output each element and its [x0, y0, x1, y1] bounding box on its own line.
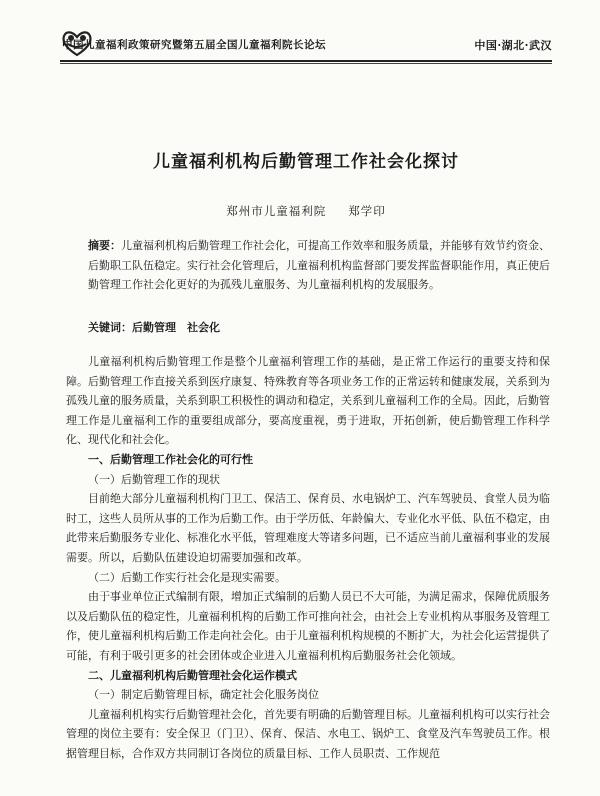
subsection-heading-1-1: （一）后勤管理工作的现状 [88, 472, 220, 486]
section-heading-1: 一、后勤管理工作社会化的可行性 [88, 452, 253, 466]
keywords-text: 后勤管理 社会化 [132, 321, 220, 334]
paragraph-1-2: 由于事业单位正式编制有限，增加正式编制的后勤人员已不大可能，为满足需求，保障优质服务以及后勤队伍的稳定性，儿童福利机构的后勤工作可推向社会，由社会上专业机构从事服务及管理工作，使儿童福利机构后勤工作走向社会化。由于儿童福利机构规模的不断扩大，为社会化运营提供了可能，有利于吸引更多的社会团体或企业进入儿童福利机构后勤服务社会化领域。 [66, 590, 550, 662]
author-name: 郑学印 [348, 204, 386, 218]
paragraph-2-1: 儿童福利机构实行后勤管理社会化，首先要有明确的后勤管理目标。儿童福利机构可以实行社会管理的岗位主要有：安全保卫（门卫）、保育、保洁、水电工、锅炉工、食堂及汽车驾驶员工作。根据管理目标，合作双方共同制订各岗位的质量目标、工作人员职责、工作规范 [66, 707, 550, 760]
subsection-heading-1-2: （二）后勤工作实行社会化是现实需要。 [88, 570, 286, 584]
abstract-label: 摘要： [88, 239, 121, 252]
header-rule-thin [60, 63, 552, 64]
section-heading-2: 二、儿童福利机构后勤管理社会化运作模式 [88, 668, 297, 682]
body-text [66, 352, 550, 763]
header-rule-thick [60, 60, 552, 62]
paragraph-1-1: 目前绝大部分儿童福利机构门卫工、保洁工、保育员、水电锅炉工、汽车驾驶员、食堂人员为临时工，这些人员所从事的工作为后勤工作。由于学历低、年龄偏大、专业化水平低、队伍不稳定，由此带来后勤服务专业化、标准化水平低，管理难度大等诸多问题，已不适应当前儿童福利事业的发展需要。所以，后勤队伍建设迫切需要加强和改革。 [66, 492, 550, 564]
subsection-heading-2-1: （一）制定后勤管理目标，确定社会化服务岗位 [88, 688, 319, 702]
keywords-label: 关键词： [88, 321, 132, 334]
intro-paragraph: 儿童福利机构后勤管理工作是整个儿童福利管理工作的基础，是正常工作运行的重要支持和保障。后勤管理工作直接关系到医疗康复、特殊教育等各项业务工作的正常运转和健康发展，关系到为孤残儿童的服务质量，关系到职工积极性的调动和稳定，关系到儿童福利工作的全局。因此，后勤管理工作是儿童福利工作的重要组成部分，要高度重视，勇于进取，开拓创新，使后勤管理工作科学化、现代化和社会化。 [66, 355, 550, 447]
header-location: 中国·湖北·武汉 [474, 39, 552, 52]
author-institution: 郑州市儿童福利院 [226, 204, 327, 218]
header-conference-title: 中国儿童福利政策研究暨第五届全国儿童福利院长论坛 [62, 39, 326, 51]
abstract-text: 儿童福利机构后勤管理工作社会化，可提高工作效率和服务质量，并能够有效节约资金、后勤职工队伍稳定。实行社会化管理后，儿童福利机构监督部门要发挥监督职能作用，真正使后勤管理工作社会化更好的为孤残儿童服务、为儿童福利机构的发展服务。 [88, 239, 550, 291]
running-header [62, 34, 552, 56]
abstract [88, 236, 550, 295]
keywords [88, 319, 550, 335]
paper-title: 儿童福利机构后勤管理工作社会化探讨 [153, 152, 459, 172]
author-line [60, 203, 552, 219]
